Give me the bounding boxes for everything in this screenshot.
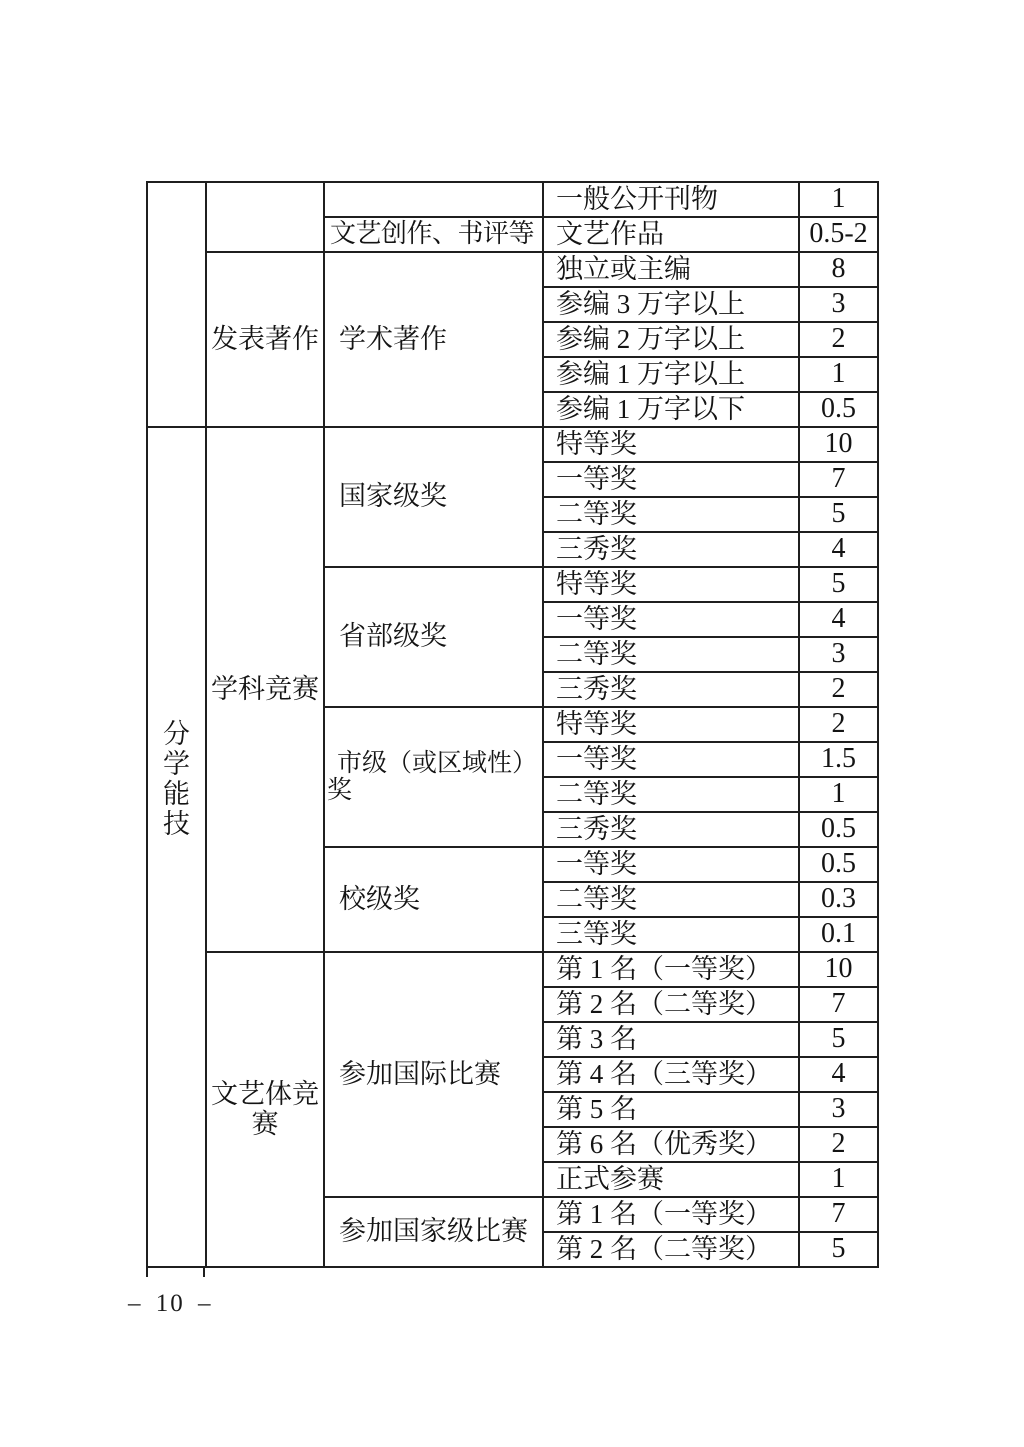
item-cell: 独立或主编 <box>543 252 799 287</box>
page-number: – 10 – <box>128 1290 213 1317</box>
subcategory-cell: 学术著作 <box>324 252 543 427</box>
score-table-body <box>147 182 878 1267</box>
score-cell: 2 <box>799 707 878 742</box>
vertical-group-label: 分学能技 <box>163 718 190 840</box>
score-table <box>146 181 879 1268</box>
item-cell: 一等奖 <box>543 742 799 777</box>
score-cell: 1 <box>799 1162 878 1197</box>
subcategory-cell: 校级奖 <box>324 847 543 952</box>
score-cell: 0.5 <box>799 847 878 882</box>
item-cell: 二等奖 <box>543 637 799 672</box>
item-cell: 二等奖 <box>543 497 799 532</box>
item-cell: 参编 2 万字以上 <box>543 322 799 357</box>
item-cell: 一等奖 <box>543 462 799 497</box>
item-cell: 一般公开刊物 <box>543 182 799 217</box>
item-cell: 参编 1 万字以下 <box>543 392 799 427</box>
group-cell <box>147 182 206 427</box>
subcategory-cell <box>324 182 543 217</box>
score-cell: 10 <box>799 952 878 987</box>
table-border-stub <box>203 1266 205 1277</box>
subcategory-cell: 市级（或区域性）奖 <box>324 707 543 847</box>
item-cell: 三秀奖 <box>543 812 799 847</box>
score-cell: 0.3 <box>799 882 878 917</box>
score-cell: 5 <box>799 1022 878 1057</box>
score-cell: 2 <box>799 1127 878 1162</box>
item-cell: 特等奖 <box>543 707 799 742</box>
score-cell: 7 <box>799 987 878 1022</box>
subcategory-cell: 国家级奖 <box>324 427 543 567</box>
score-cell: 10 <box>799 427 878 462</box>
table-row <box>147 952 878 987</box>
score-cell: 1 <box>799 357 878 392</box>
category-cell: 学科竞赛 <box>206 427 324 952</box>
score-cell: 7 <box>799 1197 878 1232</box>
subcategory-cell: 参加国际比赛 <box>324 952 543 1197</box>
item-cell: 一等奖 <box>543 847 799 882</box>
subcategory-cell: 省部级奖 <box>324 567 543 707</box>
score-cell: 1 <box>799 182 878 217</box>
score-cell: 5 <box>799 497 878 532</box>
category-cell <box>206 182 324 252</box>
score-cell: 5 <box>799 1232 878 1267</box>
score-cell: 4 <box>799 532 878 567</box>
table-row <box>147 182 878 217</box>
item-cell: 参编 3 万字以上 <box>543 287 799 322</box>
subcategory-cell: 文艺创作、书评等 <box>324 217 543 252</box>
score-cell: 5 <box>799 567 878 602</box>
score-cell: 0.1 <box>799 917 878 952</box>
score-cell: 1 <box>799 777 878 812</box>
item-cell: 第 4 名（三等奖） <box>543 1057 799 1092</box>
score-cell: 0.5 <box>799 812 878 847</box>
item-cell: 特等奖 <box>543 427 799 462</box>
score-cell: 1.5 <box>799 742 878 777</box>
score-cell: 0.5-2 <box>799 217 878 252</box>
table-row <box>147 252 878 287</box>
score-cell: 2 <box>799 322 878 357</box>
score-cell: 0.5 <box>799 392 878 427</box>
category-cell: 文艺体竞赛 <box>206 952 324 1267</box>
item-cell: 三等奖 <box>543 917 799 952</box>
score-cell: 7 <box>799 462 878 497</box>
item-cell: 二等奖 <box>543 882 799 917</box>
table-border-stub <box>146 1266 148 1277</box>
item-cell: 第 1 名（一等奖） <box>543 1197 799 1232</box>
score-cell: 3 <box>799 287 878 322</box>
item-cell: 第 1 名（一等奖） <box>543 952 799 987</box>
category-cell: 发表著作 <box>206 252 324 427</box>
item-cell: 第 6 名（优秀奖） <box>543 1127 799 1162</box>
score-cell: 3 <box>799 637 878 672</box>
item-cell: 二等奖 <box>543 777 799 812</box>
item-cell: 正式参赛 <box>543 1162 799 1197</box>
score-cell: 3 <box>799 1092 878 1127</box>
item-cell: 特等奖 <box>543 567 799 602</box>
table-row <box>147 427 878 462</box>
score-cell: 2 <box>799 672 878 707</box>
item-cell: 三秀奖 <box>543 672 799 707</box>
item-cell: 第 3 名 <box>543 1022 799 1057</box>
item-cell: 一等奖 <box>543 602 799 637</box>
item-cell: 参编 1 万字以上 <box>543 357 799 392</box>
group-cell <box>147 427 206 1267</box>
item-cell: 第 2 名（二等奖） <box>543 1232 799 1267</box>
item-cell: 第 2 名（二等奖） <box>543 987 799 1022</box>
item-cell: 三秀奖 <box>543 532 799 567</box>
item-cell: 第 5 名 <box>543 1092 799 1127</box>
item-cell: 文艺作品 <box>543 217 799 252</box>
score-cell: 4 <box>799 1057 878 1092</box>
subcategory-cell: 参加国家级比赛 <box>324 1197 543 1267</box>
score-cell: 4 <box>799 602 878 637</box>
score-cell: 8 <box>799 252 878 287</box>
